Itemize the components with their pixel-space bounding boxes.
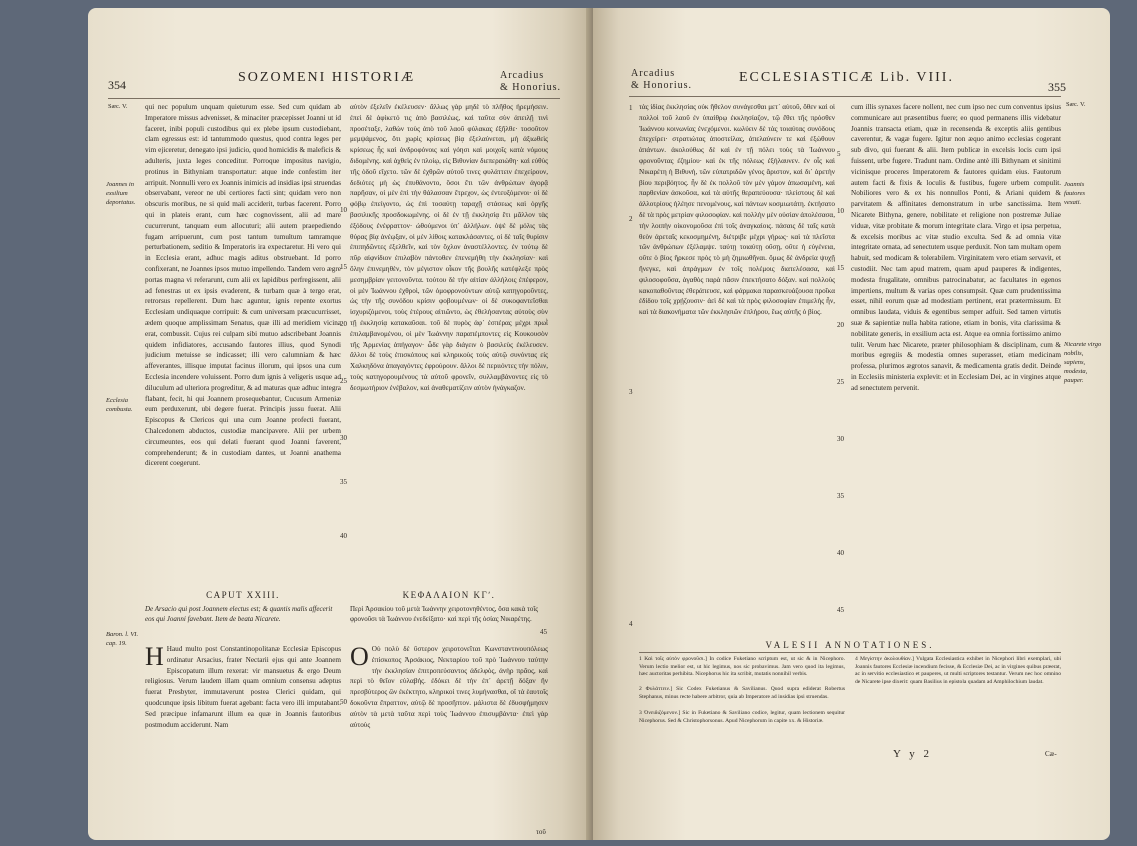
catchword: τοῦ xyxy=(536,828,546,836)
latin-column-2 xyxy=(145,644,341,828)
greek-column: τὰς ἰδίας ἐκκλησίας οὐκ ἤθελον συνάγεσθαι μετ᾽ αὐτοῦ, ὅθεν καὶ οἱ πολλοὶ τοῦ λαοῦ ἐν ὑπαίθρῳ ἐκκλησίαζον, τῷ ἔθει τῆς πρόσθεν Ἰωάννου κοινωνίας ἐνεχόμενοι. κωλύειν δὲ τὰς τοιαύτας συνόδους ἐπεχείρει· στρατιώτας ἀποστείλας, ἀπελαύνειν τε καὶ ἐξώθουν ἁπάντων. ἀκολούθως δὲ καὶ ἐν τῇ πόλει τοὺς τὰ Ἰωάννου φρονοῦντας ἐζημίου· καὶ ἐκ τῆς πόλεως ἐξήλαυνεν. ἐν οἷς καὶ Νικαρέτη ἡ Βιθυνὴ, τῶν εὐπατριδῶν γένος ἄριστον, καὶ δι᾽ ἀρετὴν βίου περιβόητος. ἦν δὲ ἐκ πολλοῦ τὸν μὲν γάμον ἀπωσαμένη, καὶ παρθενίαν ἀσκοῦσα, καὶ τὰ αὐτῆς θεραπεύουσα· πλείστους δὲ καὶ ἀλλοτρίους ἠλέησε πενομένους, καὶ πάντων κοσμιωτάτη. ἐκτήσατο δὲ τὰ πρὸς μετρίαν φιλοσοφίαν. καὶ πολλὴν μὲν οὐσίαν ἀπολέσασα, τὴν λοιπὴν οἰκονομοῦσα ἐπὶ τοῖς ἀναγκαίοις. πάσαις δὲ ταῖς κατὰ θεὸν ἀρεταῖς κεκοσμημένη, διέτριβε μέχρι γήρως· καὶ τὰ πλεῖστα τῶν ἀνθρώπων ἐξέλαμψε. ταύτῃ τοιαύτῃ οὔσῃ, οὔτε ἡ εὐγένεια, οὔτε ὁ βίος ἤρκεσε πρὸς τὸ μὴ ζημιωθῆναι. ὅμως δὲ ἀνδρεία ψυχῇ ἤνεγκε, καὶ ἀπράγμων ἐν τοῖς πολέμοις διατελέσασα, καὶ φιλοσοφοῦσα, ἀγαθὸς παρὰ πᾶσιν ἐπεκτήσατο δόξαν. καὶ πολλοὺς κακοπαθοῦντας ἐθεράπευσε, καὶ φάρμακα παρασκευάζουσα προῖκα ἐδίδου τοῖς χρῄζουσιν· ἀεὶ δὲ καὶ τὰ πρὸς φιλοσοφίαν ἐπιμελὴς ἦν, καὶ τὰ διακονήματα τῶν ἐκκλησιῶν ἐπλήρου, ἕως αὐτῆς ὁ βίος. xyxy=(639,103,835,317)
annotation-note: 2 Φυλάττειν.] Sic Codex Fuketianus & Savilianus. Quod supra ediderat Robertus Stephanus, minus recte habere arbitror, quia ab Imperatore ad insidias ipsi struendas. xyxy=(639,686,845,700)
running-title: ECCLESIASTICÆ Lib. VIII. xyxy=(739,70,954,85)
line-number: 4 xyxy=(629,620,633,628)
line-number: 25 xyxy=(340,377,347,385)
running-head-top: Arcadius xyxy=(500,70,545,81)
line-number: 45 xyxy=(837,606,844,614)
drop-cap: H xyxy=(145,644,164,671)
line-number: 40 xyxy=(837,549,844,557)
latin-text: Haud multo post Constantinopolitanæ Ecclesiæ Episcopus ordinatur Arsacius, frater Nectarii ejus qui ante Joannem Episcopatum illum rexerat: vir mansuetus & ergo Deum religiosus. Verum laudem illam quam omnium consensu adeptus fuerat Presbyter, immutaverunt postea Clerici quidam, qui quodcunque ipsis libitum fuerat agebant: facta vero illi imputabant. Sed præcipue infamarunt illum ea quæ in Joannis fautoribus postmodum acciderunt. Nam xyxy=(145,645,341,729)
line-number: 20 xyxy=(340,320,347,328)
signature-mark: Y y 2 xyxy=(893,748,933,760)
open-book xyxy=(88,8,1110,840)
margin-note: Joannis fautores vexati. xyxy=(1064,181,1086,206)
line-number: 35 xyxy=(340,478,347,486)
line-number: 15 xyxy=(837,264,844,272)
running-head-top: Arcadius xyxy=(631,68,676,79)
margin-note: Baron. l. VI. cap. 19. xyxy=(106,631,139,647)
line-number: 50 xyxy=(340,698,347,706)
catchword: Cæ- xyxy=(1045,750,1057,758)
chapter-argument-latin: De Arsacio qui post Joannem electus est; & quantis malis affecerit eos qui Joanni favebant. Item de beata Nicarete. xyxy=(145,605,333,623)
line-number: 45 xyxy=(540,628,547,636)
line-number: 10 xyxy=(837,207,844,215)
line-number: 35 xyxy=(837,492,844,500)
page-number: 355 xyxy=(1048,80,1066,94)
line-number: 30 xyxy=(837,435,844,443)
margin-century: Sæc. V. xyxy=(1066,101,1086,108)
running-title: SOZOMENI HISTORIÆ xyxy=(238,70,416,85)
line-number: 25 xyxy=(837,378,844,386)
greek-column: αὐτὸν ἐξελεῖν ἐκέλευσεν· ἄλλως γὰρ μηδὲ τὸ πλῆθος ἠρεμήσειν. ἐπεὶ δὲ ἀφίκετό τις ἀπὸ βασιλέως, καὶ ταῦτα σὺν ἀπειλῇ τινὶ προσέταξε, λαθὼν τοὺς ἀπὸ τοῦ λαοῦ φύλακας ἐξῆλθε· τοσοῦτον μεμψάμενος, ὅτι χωρὶς κρίσεως βίᾳ ἐξελαύνεται, μὴ ἀξιωθεὶς κρίσεως ἧς καὶ ἀνδροφόνοις καὶ γόησι καὶ μοιχοῖς κατὰ νόμους διδομένης. καὶ ἀχθεὶς ἐν πλοίῳ, εἰς Βιθυνίαν διεπεραιώθη· καὶ εὐθὺς τῆς ὁδοῦ εἴχετο. τῶν δὲ ἐχθρῶν αὐτοῦ τινες φυλάττειν ἐπεχείρουν, δεδιότες μὴ ὡς ἐπυθάνοντο, ὅσοι ἔτι τῶν ἀνθρώπων ἀγορᾷ παρῆσαν, οἱ μὲν ἐπὶ τὴν θάλασσαν ἔτρεχον, ὡς ἐντευξόμενοι· οἱ δὲ φόβῳ ἐπείγοντο, ὡς ἐπὶ τοσαύτῃ ταραχῇ στάσεως καὶ ὀργῆς βασιλικῆς προσδοκωμένης. οἱ δὲ ἐν τῇ ἐκκλησίᾳ ἔτι μᾶλλον τὰς ἐξόδους ἐνέφραττον· ὠθούμενοι ὑπ᾽ ἀλλήλων. ὀψὲ δὲ μόλις τὰς θύρας βίᾳ ἀνέῳξαν, οἱ μὲν λίθοις κατακλάσαντες, οἱ δὲ ταῖς θυρίσιν ἐπιπηδῶντες ἐξελθεῖν, καὶ τὸν ὄχλον ἀναστέλλοντες. ἐν τούτῳ δὲ πῦρ αἰφνίδιον ἐπιλαβὸν πάντοθεν ἐπενεμήθη τὴν ἐκκλησίαν· καὶ ὅλην ἐπινεμηθὲν, τὸν μέγιστον οἶκον τῆς βουλῆς κατέφλεξε πρὸς μεσημβρίαν γειτονοῦντα. τούτου δὲ τὴν αἰτίαν ἀλλήλοις ἐπέφερον, οἱ μὲν Ἰωάννου ἐχθροὶ, τῶν ὁμοφρονούντων αὐτῷ κατηγοροῦντες, ὡς τὴν τῆς συνόδου κρίσιν φοβουμένων· οἱ δὲ συκοφαντεῖσθαι ἰσχυριζόμενοι, τοὺς ἑτέρους αἰτιῶντο, ὡς ἐθελήσαντας αὐτοὺς σὺν τῇ ἐκκλησίᾳ κατακαῦσαι. τοῦ δὲ πυρὸς ἀφ᾽ ἑσπέρας μέχρι πρωῒ ἐπιλαμβανομένου, οἱ μὲν Ἰωάννην παραπέμποντες εἰς Κουκουσὸν τῆς Ἀρμενίας ἀπήγαγον· ὧδε γὰρ διάγειν ὁ βασιλεὺς ἐκέλευσεν. ἄλλοι δὲ τοὺς ἐπισκόπους καὶ κληρικοὺς τοὺς αὐτῷ συνόντας εἰς Χαλκηδόνα ἀπαγαγόντες ἐφρούρουν. ἄλλοι δὲ περιιόντες τὴν πόλιν, τοὺς κατηγορουμένους τὰ αὐτοῦ φρονεῖν, συλλαμβάνοντες εἰς τὸ δεσμωτήριον ἐνέβαλον, καὶ ἀναθεματίζειν αὐτὸν ἠνάγκαζον. xyxy=(350,103,548,392)
line-number: 15 xyxy=(340,263,347,271)
margin-note: Ecclesia combusta. xyxy=(106,397,133,413)
margin-note: Nicarete virgo nobilis, sapiens, modesta, pauper. xyxy=(1064,341,1102,384)
annotations-rule xyxy=(639,652,1061,653)
greek-text: Οὐ πολὺ δὲ ὕστερον χειροτονεῖται Κωνσταντινουπόλεως ἐπίσκοπος Ἀρσάκιος, Νεκταρίου τοῦ πρὸ Ἰωάννου ταύτην τὴν ἐκκλησίαν ἐπιτροπεύσαντος ἀδελφὸς, ἀνὴρ πρᾶος, καὶ περὶ τὸ θεῖον εὐλαβής. ἐδόκει δὲ τὴν ἐπ᾽ ἀρετῇ δόξαν ἣν πρεσβύτερος ὢν ἐκέκτητο, κληρικοί τινες λυμήνασθαι, οἳ τὰ ἑαυτοῖς δοκοῦντα ἔπραττον, αὐτῷ δὲ προσῆπτον. μάλιστα δὲ ἐδυσφήμησεν αὐτὸν τὰ μετὰ ταῦτα περὶ τοὺς Ἰωάννου ἐπισυμβάντα· ἐπεὶ γὰρ αὐτοὺς xyxy=(350,645,548,729)
running-head-bottom: & Honorius. xyxy=(631,80,692,91)
chapter-heading-latin: CAPUT XXIII. xyxy=(206,590,280,600)
greek-column-2 xyxy=(350,644,548,828)
margin-note: Joannes in exsilium deportatus. xyxy=(106,181,136,206)
line-number: 30 xyxy=(340,434,347,442)
running-head-bottom: & Honorius. xyxy=(500,82,561,93)
margin-century: Sæc. V. xyxy=(108,103,128,110)
header-rule xyxy=(108,98,560,99)
line-number: 10 xyxy=(340,206,347,214)
line-number: 5 xyxy=(837,150,841,158)
line-number: 2 xyxy=(629,215,633,223)
right-page xyxy=(593,8,1110,840)
latin-column: qui nec populum unquam quieturum esse. Sed cum quidam ab Imperatore missus advenisset, & minaciter præcepisset Joanni ut id faceret, inibi populi custodibus qui ex plebe ipsum custodiebant, clam egressus est: id tantummodo questus, quod contra leges per vim ejiceretur, denegato ipsi judicio, quod homicidis & maleficis & adulteris, juxta leges conceditur. Porroque impositus navigio, protinus in Bithyniam transportatur: atque inde confestim iter arripuit. Nonnulli vero ex Joannis inimicis ad insidias ipsi struendas observabant, vereor ne ubi certiores facti sint; quidam vero non obscuris moribus, ne si quid mali acciderit, turbas facerent. Porro qui in plateis erant, cum hæc cognovissent, alii ad mare cucurrerunt, tanquam eum allocuturi; alii autem praepediendo fugam arripuerunt, cum post tantum tumultum tamramque perturbationem, seditio & Imperatoris ira expectaretur. Hi vero qui in Ecclesia erant, adhuc magis aditus obstruebant. Id porro confixerant, ne Joannes ipsos mutuo impellendo. Tandem vero ægre portas magna vi referarunt, cum alii ex lapidibus perfregissent, alii ad fenestras ut ex ipsis evaderent, & turbam quæ à tergo erat, retrorsus repellerent. Dum hæc aguntur, ignis repente exortus Ecclesiam undiquaque corripuit: & cum universam præcucurrisset, ædem quoque amplissimam Senatus, quæ illi ad meridiem vicina erat, combussit. Cujus rei culpam sibi mutuo adscribebant Joannis quidem infidiatores, accusando fautores illius, quod Synodi judicium metuisse se indicasset; illi vero calumniam & hæc affeverantes, illisque imputat facinus illorum, qui ipsos una cum Ecclesia incendere voluissent. Porro dum ignis à veligeris usque ad diluculum ad ulteriora progreditur, & ad maturas quæ adhuc integra flabant, fecit, hi qui Joannem prosequebantur, Cucusum Armeniæ eum perduxerunt, ubi degere fuerat. Principis jussu fuerat. Alii Episcopus & Clericos qui una cum Joanne profecti fuerant, Chalcedonem abductos, custodiæ mancipavere. Alii per urbem circumeuntes, eos qui delati fuerant quod Joanni faverent, comprehenderunt; & in custodiam dantes, ut Joanni anathema dicerent coegerunt. xyxy=(145,103,341,468)
line-number: 20 xyxy=(837,321,844,329)
page-number: 354 xyxy=(108,78,126,92)
header-rule xyxy=(629,96,1061,97)
drop-cap: O xyxy=(350,644,369,671)
annotation-note: 1 Καὶ τοῖς αὐτὸν φρονοῦσι.] In codice Fuketiano scriptum est, ut sic & in Nicephoro. Verum lectio melior est, ut hic legimus, nos sic probavimus. Jam vero quod ita legimus, hæc auctoritas perhibita. Nicephorus hic ita scribit, mutatis nonnihil verbis. xyxy=(639,656,845,678)
annotation-note: 4 Μεγίστην ἀκολουθίαν.] Vulgata Ecclesiastica exhibet in Nicephori libri exemplari, ubi Joannis fautores Ecclesiæ incendium fecisse, & Ecclesiæ Dei, ac in virgines quibus præerat, ac in servitio ecclesiastico et pauperes, ut multi scriptores testantur. Verum nec hoc omnino de Nicarete ipse dixerit: quam Basilius in epistola quadam ad Amphilochium laudat. xyxy=(855,656,1061,685)
line-number: 3 xyxy=(629,388,633,396)
chapter-argument-greek: Περὶ Ἀρσακίου τοῦ μετὰ Ἰωάννην χειροτονηθέντος, ὅσα κακὰ τοῖς φρονοῦσι τὰ Ἰωάννου ἐνεδείξατο· καὶ περὶ τῆς ὁσίας Νικαρέτης. xyxy=(350,605,539,623)
line-number: 40 xyxy=(340,532,347,540)
annotations-heading: VALESII ANNOTATIONES. xyxy=(765,640,935,650)
latin-column: cum illis synaxes facere nollent, nec cum ipso nec cum conventus ipsius communicare aut præsentibus fuere; eo quod permanens illis videbatur Joannis transacta etiam, quæ in recensenda & exceptis aliis gentibus caverentur, & vagæ fugere. Igitur non æquo animo ecclesias cogerant sub divo, qui fuerant & alii. Item publicæ in excelsis locis cum ipsi fuissent, urbe fugere. Tradunt nam. Ordine antè illi Bithynam et sinitimi vicinisque proceres Imperatorem & fautores quidam eius. Fautorum autem facti & fixis & loculis & fustibus, fugere urbem compulit. Nobiliores vero & ex his nonnullos Ponti, & Ariani quidem & parvitatem & affinitates demonstratum in urbe sanctissima. Item Nicarete Bithyna, genere, nobilitate et religione non postremæ Juliae viduæ, vitæ probitate & morum integritate clara. Virgo et ipsa perpetua, & excelsis moribus ac vitæ studio exculta. Sed & ad omnia vitæ integritate ornata, ad senectutem usque perduxit. Non tam multam opem habuit, sed modicam & tolerabilem. Virginitatem vero etiam servavit, et custodiit. Nec tam apud matrem, quam apud pauperes & indigentes, modesta frugalitate, omnibus patrocinabatur, ac facultates in egenos impertiens, multum & varias opes consumpsit. Quæ cum prudentissima esset, nihil eorum quæ ad modestiam pertinent, erat prætermissum. Et omnibus laudata, viduis & egentibus semper adfuit. Sed tamen virtutis suæ & sapientiæ nulla habita ratione, etiam in bonis, vita clarissima & nobilitate generis, in exsilium acta est. Atque ea omnia fortissimo animo tulit. Verum hæc Nicarete, præter philosophiam & disciplinam, cum & moribus egregiis & modestia omnes superasset, etiam medicinam professa, plurimos ægrotos sanavit, & medicamenta gratis dedit. Deinde in Ecclesiis ministeria explevit: et in Ecclesiam Dei, ac in virgines atque ad senectutem pervenit. xyxy=(851,103,1061,392)
line-number: 1 xyxy=(629,104,633,112)
annotation-note: 3 Ὀνειδιζόμενον.] Sic in Fuketiano & Saviliano codice, legitur, quam lectionem sequitur Nicephorus. Sed & Christophorsonus. Apud Nicephorum in capite xx. & Historiæ. xyxy=(639,710,845,724)
chapter-heading-greek: ΚΕΦΑΛΑΙΟΝ ΚΓʹ. xyxy=(402,590,496,600)
left-page xyxy=(88,8,593,840)
